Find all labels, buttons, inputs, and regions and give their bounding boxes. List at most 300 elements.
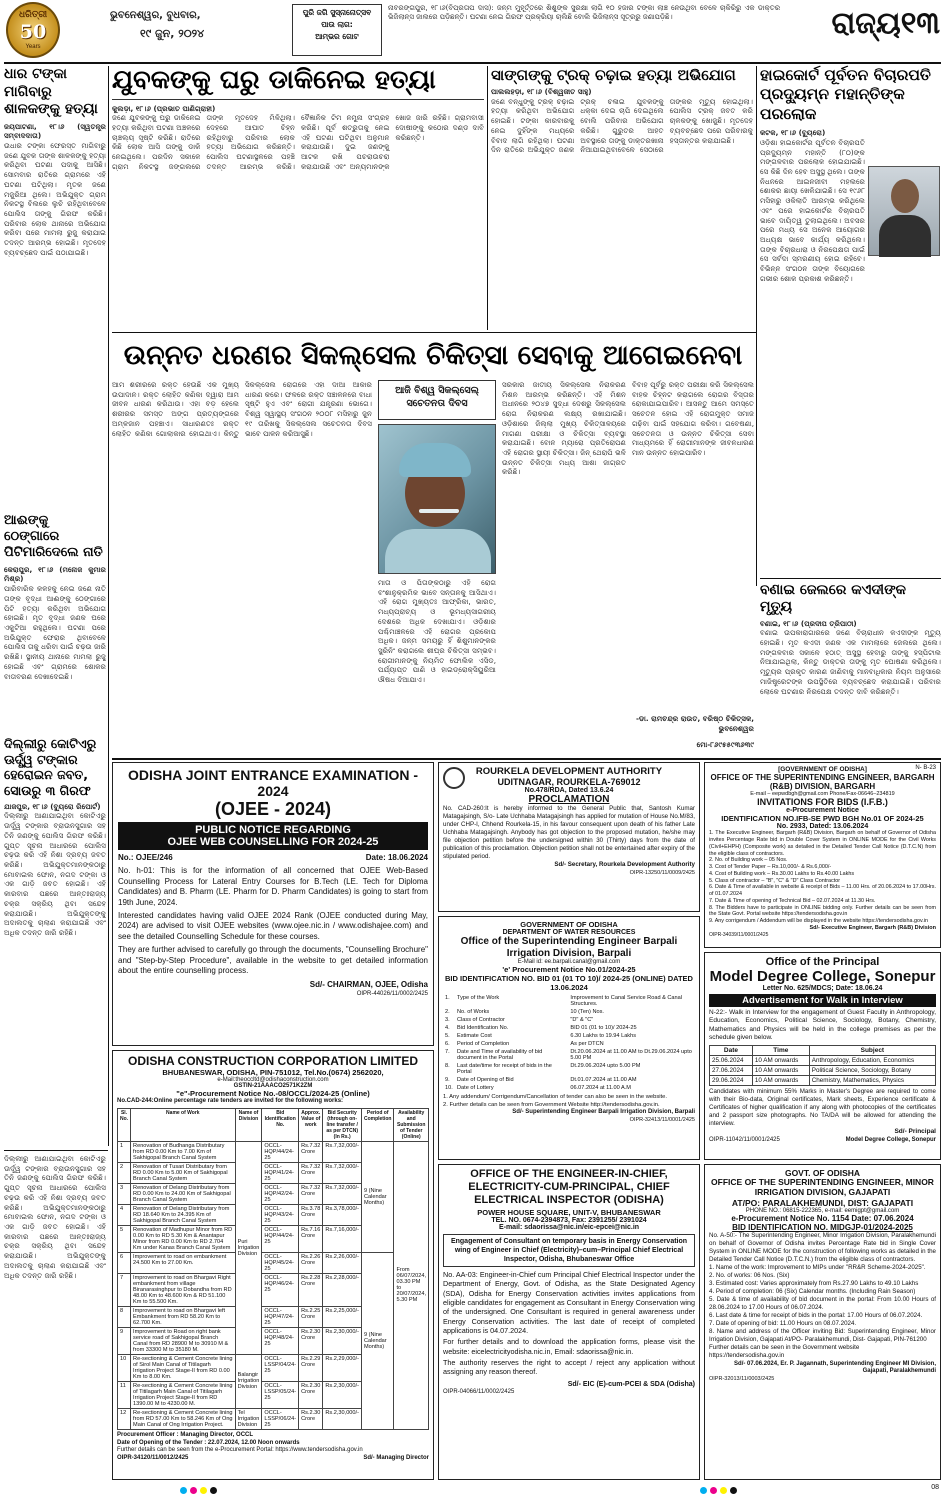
ad-body: Candidates with minimum 55% Marks in Master's Degree are required to come with their Bio-data, Original certificates, Mark sheets, Experience certificate & Certificates of higher qualification if any along with photocopies of the certificates and 2 passport size photographs. No TA/DA will be allowed for attending the interview. xyxy=(709,1087,936,1127)
table-cell: 9 xyxy=(118,1327,131,1354)
table-cell: 3. xyxy=(445,1017,450,1023)
section-rule xyxy=(4,1150,108,1151)
story-dateline: କୁଲଡ଼ା, ୧୮।୬ (ପ୍ରଭାତ ପାଣିଗ୍ରାହୀ) xyxy=(112,103,216,113)
table-header: Name of Division xyxy=(235,1108,262,1141)
story-dateline: ଜୟପାଟଣା, ୧୮।୬ (ସ୍ୱତନ୍ତ୍ର ସମ୍ବାଦଦାତା) xyxy=(4,121,106,141)
table-cell: 11 xyxy=(118,1381,131,1408)
table-cell: Rs.7.32 Crore xyxy=(299,1162,323,1183)
table-cell: Rs.7,32,000/- xyxy=(323,1162,362,1183)
ad-office: Office of the Principal xyxy=(765,956,880,968)
table-cell: Renovation of Tusari Distributary from RD 0.00 Km to 5.00 Km of Sakhigopal Branch Canal System xyxy=(131,1162,236,1183)
page-title-label: ରାଜ୍ୟ xyxy=(831,6,901,41)
story-body: ବଣାଇ ଉପକାରାଗାରରେ ଜଣେ ବିଚାରାଧୀନ କଏଦୀଙ୍କ ମୃତ୍ୟୁ ହୋଇଛି। ମୃତ କଏଦୀ ଜଣକ ଏକ ମାମଲାରେ ଜେଲରେ ଥିଲେ। ମଙ୍ଗଳବାର ସକାଳେ ହଠାତ୍ ଅସୁସ୍ଥ ହେବାରୁ ତାଙ୍କୁ ହସ୍ପିଟାଲ ନିଆଯାଇଥିଲା, କିନ୍ତୁ ଡାକ୍ତର ତାଙ୍କୁ ମୃତ ଘୋଷଣା କରିଥିଲେ। ମୃତ୍ୟୁର ପ୍ରକୃତ କାରଣ ଜାଣିବାକୁ ମାନବାଧିକାର ନିୟମ ଅନୁସାରେ ମାଜିଷ୍ଟ୍ରେଟଙ୍କ ଉପସ୍ଥିତିରେ ବ୍ୟବଚ୍ଛେଦ କରାଯାଇଛି। ପରିବାର ଲୋକେ ଘଟଣାର ନିରପେକ୍ଷ ତଦନ୍ତ ଦାବି କରିଛନ୍ତି। xyxy=(760,628,941,696)
story-headline: ବଣାଇ ଜେଲରେ କଏଦୀଙ୍କ ମୃତ୍ୟୁ xyxy=(760,582,907,615)
story-body: ଦିଲ୍ଲୀରୁ ଆଣାଯାଇଥିବା କୋଟିଏରୁ ଊର୍ଦ୍ଧ୍ୱ ଟଙ୍କାର ବ୍ରାଉନସୁଗାର ସହ ତିନି ଜଣଙ୍କୁ ପୋଲିସ ଗିରଫ କରିଛି। ଗୁପ୍ତ ସୂଚନା ଆଧାରରେ ପୋଲିସ ଚଢ଼ଉ କରି ଏହି ନିଶା ଦ୍ରବ୍ୟ ଜବତ କରିଛି। ଅଭିଯୁକ୍ତମାନଙ୍କଠାରୁ ମୋବାଇଲ ଫୋନ, ନଗଦ ଟଙ୍କା ଓ ଏକ ଗାଡ଼ି ଜବତ ହୋଇଛି। ଏହି କାରବାର ପଛରେ ଆନ୍ତଃରାଜ୍ୟ ଚକ୍ର ସକ୍ରିୟ ଥିବା ସନ୍ଦେହ କରାଯାଉଛି। ଅଭିଯୁକ୍ତଙ୍କୁ ଅଦାଲତକୁ ଚାଲାଣ କରାଯାଇଛି ଏବଂ ଅଧିକ ତଦନ୍ତ ଜାରି ରହିଛି। xyxy=(4,811,106,937)
table-cell: 10. xyxy=(445,1085,453,1091)
story-body: ଓଡ଼ିଶା ହାଇକୋର୍ଟର ପୂର୍ବତନ ବିଚାରପତି ପ୍ରଦ୍ୟୁମ୍ନ ମହାନ୍ତି (୮୦)ଙ୍କ ମଙ୍ଗଳବାର ପରଲୋକ ହୋଇଯାଇଛି। ସେ କିଛି ଦିନ ହେବ ଅସୁସ୍ଥ ଥିଲେ। ତାଙ୍କ ନିଧନରେ ଆଇନଜୀବୀ ମହଲରେ ଶୋକର ଛାୟା ଖେଳିଯାଇଛି। ସେ ୧୯୬୮ ମସିହାରୁ ଓକିଲାତି ଆରମ୍ଭ କରିଥିଲେ ଏବଂ ପରେ ହାଇକୋର୍ଟର ବିଚାରପତି ଭାବେ ଦାୟିତ୍ୱ ତୁଲାଇଥିଲେ। ଅବସର ପରେ ମଧ୍ୟ ସେ ଅନେକ ଆୟୋଗର ଅଧ୍ୟକ୍ଷ ଭାବେ କାର୍ଯ୍ୟ କରିଥିଲେ। ତାଙ୍କ ବିଚାରଧାରା ଓ ନିରପେକ୍ଷତା ପାଇଁ ସେ ସର୍ବଦା ସ୍ମରଣୀୟ ହୋଇ ରହିବେ। ବିଭିନ୍ନ ସଂଗଠନ ତାଙ୍କ ବିୟୋଗରେ ଗଭୀର ଶୋକ ପ୍ରକାଶ କରିଛନ୍ତି। xyxy=(760,137,865,283)
ad-oipr: OIPR-13250/11/0009/2425 xyxy=(629,869,695,876)
ad-address: BHUBANESWAR, ODISHA, PIN-751012, Tel.No.(0674) 2562020, xyxy=(162,1068,384,1077)
column-divider xyxy=(487,66,488,330)
ad-office: OFFICE OF THE SUPERINTENDING ENGINEER, MINOR IRRIGATION DIVISION, GAJAPATI xyxy=(711,1177,934,1197)
ad-footnote: Further details can be seen from the e-Procurement Portal: https://www.tendersodisha.gov.in xyxy=(117,1447,363,1454)
table-cell: OCCL-HQP/44/24-25 xyxy=(262,1141,299,1162)
ad-rda xyxy=(438,762,700,912)
table-cell: Date of Opening of Bid xyxy=(457,1077,514,1083)
ad-signature: Sd/- CHAIRMAN, OJEE, Odisha xyxy=(309,980,428,990)
ad-table xyxy=(117,1108,429,1430)
table-cell: Rs.2,25,000/- xyxy=(323,1306,362,1327)
ad-bid: BID IDENTIFICATION NO. MIDGJP-01/2024-2025 xyxy=(732,1222,913,1232)
table-row xyxy=(443,1062,695,1076)
dateline-date: ୧୯ ଜୁନ, ୨୦୨୪ xyxy=(140,27,205,40)
ad-gajapati xyxy=(704,1164,941,1480)
ad-footnote: 1. Any addendum/ Corrigendum/Cancellation of tender can also be seen in the website. 2. Further details can be seen from Government Website http://tendersodisha.gov.in. xyxy=(443,1094,667,1108)
story-headline: ସାଙ୍ଗଙ୍କୁ ଟ୍ରକ୍ ଚଢ଼ାଇ ହତ୍ୟା ଅଭିଯୋଗ xyxy=(491,66,736,84)
reg-dot-black xyxy=(210,1487,217,1494)
table-cell: 4. xyxy=(445,1025,450,1031)
table-cell: 27.06.2024 xyxy=(710,1065,753,1075)
ad-dept: DEPARTMENT OF WATER RESOURCES xyxy=(502,929,636,936)
list-item: 5. Date & time of availability of bid document in the portal: From 10.00 Hours of 28.06.2024 to 17.00 Hours of 06.07.2024. xyxy=(709,1296,936,1312)
list-item: 1. Name of the work: Improvement to MIPs under "RR&R Scheme-2024-2025". xyxy=(709,1263,926,1271)
list-item: 2. No. of Building work – 05 Nos. xyxy=(709,857,788,864)
list-item: 8. Name and address of the Officer inviting Bid: Superintending Engineer, Minor Irrigation Division, Gajapati At/PO- Paralakhemundi, Dist- Gajapati, PIN-761200 xyxy=(709,1328,936,1344)
ad-heading: PROCLAMATION xyxy=(528,794,610,805)
table-row xyxy=(443,1048,695,1062)
ad-items xyxy=(709,1264,936,1345)
table-cell: Renovation of Delang Distributary from RD 18.640 Km to 24.395 Km of Sakhigopal Branch Canal System xyxy=(131,1204,236,1225)
logo-badge xyxy=(6,2,60,58)
ad-email: e-Mail:theoccltd@odishaconstruction.com xyxy=(217,1077,329,1083)
ad-gov: [GOVERNMENT OF ODISHA] xyxy=(778,766,867,773)
ad-oipr: OIPR-34120/11/0012/2425 xyxy=(117,1455,189,1462)
ad-bid: IDENTIFICATION NO.IFB-SE PWD BGH No.01 OF 2024-25 xyxy=(721,814,924,824)
table-cell: Rs.2.28 Crore xyxy=(299,1273,323,1306)
story-dateline: ପାଲଲହଡ଼ା, ୧୮।୬ (ବିଶ୍ୱଜୀତ ସାହୁ) xyxy=(491,87,592,96)
table-row xyxy=(443,1076,695,1084)
table-cell: OCCL-LSSP/06/24-25 xyxy=(262,1408,299,1429)
story-dateline: ବଣାଇ, ୧୮।୬ (ପ୍ରଦୀପ ତ୍ରିପାଠୀ) xyxy=(760,618,857,628)
table-cell: 12 xyxy=(118,1408,131,1429)
ad-intro: No.CAD-244:Online percentage rate tenders are invited for the following works: xyxy=(117,1098,344,1104)
story-dateline: ଯାଜପୁର, ୧୮।୬ (ବ୍ୟୁରୋ ରିପୋର୍ଟ) xyxy=(4,801,101,811)
ad-oipr: OIPR-32013/11/0003/2425 xyxy=(709,1376,775,1383)
ad-heading: Engagement of Consultant on temporary basis in Energy Conservation wing of Engineer in Chief (Electricity)–cum–Principal Chief Electrical Inspector, Odisha, Bhubaneswar Office xyxy=(443,1234,695,1267)
table-cell: 6. xyxy=(445,1041,450,1047)
table-cell: 10 AM onwards xyxy=(752,1065,809,1075)
ad-ref: No.478/RDA, Dated 13.6.24 xyxy=(524,787,614,794)
ad-ojee xyxy=(112,762,434,1046)
badge-line-1: ଆଜି ବିଶ୍ୱ ସିକଲ୍‌ସେଲ୍ xyxy=(395,385,479,396)
left-column xyxy=(4,66,106,1116)
table-cell: Rs.2,30,000/- xyxy=(323,1381,362,1408)
ad-tel: TEL. NO. 0674-2394873, Fax: 2391255/ 2391024 xyxy=(491,1216,647,1224)
ad-signature: Sd/- Secretary, Rourkela Development Authority xyxy=(554,861,695,869)
table-cell: BID 01 (01 to 10)/ 2024-25 xyxy=(570,1025,637,1031)
table-cell: Improvement to road on Bhargavi left Embankment from RD 58.20 Km to 62.700 Km. xyxy=(131,1306,236,1327)
table-cell: Dt.20.06.2024 at 11.00 AM to Dt.29.06.2024 upto 5.00 PM xyxy=(570,1049,692,1061)
list-item: 2. No. of works: 06 Nos. (Six) xyxy=(709,1271,790,1279)
table-cell: Rs.7,16,000/- xyxy=(323,1225,362,1252)
table-cell: "D" & "C" xyxy=(570,1017,594,1023)
table-cell: 6.30 Lakhs to 19.94 Lakhs xyxy=(570,1033,637,1039)
table-cell: Re-sectioning & Cement Concrete lining of Titilagarh Main Canal of Titilagarh Irrigation Project Stage-II from RD 1390.00 M to 4230.00 M. xyxy=(131,1381,236,1408)
page-title xyxy=(790,6,940,56)
ad-subtitle: (OJEE - 2024) xyxy=(214,799,332,819)
ad-signature: Sd/- Executive Engineer, Bargarh (R&B) Division xyxy=(809,924,936,931)
ad-body: The authority reserves the right to accept / reject any application without assigning any reason thereof. xyxy=(443,1358,695,1377)
table-cell: OCCL-HQP/42/24-25 xyxy=(262,1183,299,1204)
ad-oipr: OIPR-34039/11/0001/2425 xyxy=(709,932,769,939)
table-cell: Political Science, Sociology, Botany xyxy=(809,1065,935,1075)
story-body: ଜଣେ ବନ୍ଧୁଙ୍କୁ ଟ୍ରକ୍ ଚଢ଼ାଇ ହତ୍ୟା କରିଥିବା ଅଭିଯୋଗ ହୋଇଛି। ଟଙ୍କା କାରବାରକୁ ନେଇ ଦୁହିଁଙ୍କ ମଧ୍ୟରେ ବିବାଦ ଲାଗି ରହିଥିଲା। ଘଟଣା ଦିନ ରାତିରେ ଅଭିଯୁକ୍ତ ଜଣକ ଟ୍ରକ୍ ଚଳାଇ ଯୁବକଙ୍କୁ ଧକ୍କା ଦେଇ ଚାପି ଦେଇଥିଲେ ବୋଲି ପରିବାର ଅଭିଯୋଗ କରିଛି। ଗୁରୁତର ଆହତ ଅବସ୍ଥାରେ ତାଙ୍କୁ ଡାକ୍ତରଖାନା ନିଆଯାଇଥିବାବେଳେ ସେଠାରେ ତାଙ୍କର ମୃତ୍ୟୁ ହୋଇଥିଲା। ପୋଲିସ ଟ୍ରକ୍ ଜବତ କରି ଚାଳକଙ୍କୁ ଖୋଜୁଛି। ମୃତଦେହ ବ୍ୟବଚ୍ଛେଦ ପରେ ପରିବାରକୁ ହସ୍ତାନ୍ତର କରାଯାଇଛି। xyxy=(491,96,753,155)
ad-oipr-row xyxy=(117,1455,429,1463)
list-item: 4. Period of completion: 06 (Six) Calendar months. (Including Rain Season) xyxy=(709,1287,916,1295)
feature-body-d: ବିବାହ ପୂର୍ବରୁ ରକ୍ତ ପରୀକ୍ଷା କରି ସିକଲ୍‌ସେଲ ବାହକ ଚିହ୍ନଟ କରାଗଲେ ରୋଗର ବିସ୍ତାର ରୋକାଯାଇପାରିବ। ଆସନ୍ତୁ ଆମେ ସମସ୍ତେ ସଚେତନ ହୋଇ ଏହି ରୋଗମୁକ୍ତ ସମାଜ ଗଢ଼ିବା ପାଇଁ ସହଯୋଗ କରିବା। ଗବେଷଣା, ସଚେତନତା ଓ ଉନ୍ନତ ଚିକିତ୍ସା ସେବା ମାଧ୍ୟମରେ ହିଁ ରୋଗୀମାନଙ୍କ ଜୀବନଧାରଣ ମାନ ଉନ୍ନତ ହୋଇପାରିବ। xyxy=(632,380,754,458)
ad-bid: BID IDENTIFICATION NO. BID 01 (01 TO 10)/ 2024-25 (ONLINE) DATED 13.06.2024 xyxy=(445,974,693,992)
ad-ref: No. 2933, Dated: 13.06.2024 xyxy=(776,823,869,831)
table-cell: Date and Time of availability of bid document in the Portal xyxy=(457,1049,543,1061)
table-cell: Puri Irrigation Division xyxy=(235,1141,262,1354)
ad-title: ROURKELA DEVELOPMENT AUTHORITY xyxy=(475,766,663,777)
list-item: 3. Estimated cost: Varies approximately from Rs.27.90 Lakhs to 49.10 Lakhs xyxy=(709,1279,919,1287)
promo-line-3: ଆମ୍ଭର ଗୋଟ xyxy=(315,32,359,41)
list-item: 8. The Bidders have to participate in ONLINE bidding only. Further details can be seen from the State Govt. Portal website https://tendersodisha.gov.in xyxy=(709,904,936,918)
dateline-place: ଭୁବନେଶ୍ୱର, ବୁଧବାର, xyxy=(110,10,201,21)
table-cell: 10 xyxy=(118,1354,131,1381)
table-cell: Rs.7.32 Crore xyxy=(299,1141,323,1162)
table-row xyxy=(118,1141,429,1162)
table-cell: 10 (Ten) Nos. xyxy=(570,1009,604,1015)
reg-dot-yellow xyxy=(200,1487,207,1494)
ad-signature: Sd/- Managing Director xyxy=(363,1455,429,1462)
table-cell: 7 xyxy=(118,1273,131,1306)
ad-oipr: OIPR-11042/11/0001/2425 xyxy=(709,1136,780,1143)
table-cell: 9. xyxy=(445,1077,450,1083)
ad-notice-band xyxy=(118,822,428,850)
ad-table xyxy=(709,1045,936,1086)
reg-dot-cyan xyxy=(700,1487,707,1494)
table-cell: Tel Irrigation Division xyxy=(235,1408,262,1429)
table-cell: Re-sectioning & Cement Concrete lining from RD 57.00 Km to 58.246 Km of Ong Main Canal of Ong Irrigation Project. xyxy=(131,1408,236,1429)
table-cell: 8 xyxy=(118,1306,131,1327)
feature-photo xyxy=(378,424,496,574)
table-cell: Class of Contractor xyxy=(457,1017,505,1023)
table-cell: 9 (Nine Calendar Months) xyxy=(361,1141,394,1252)
table-cell: OCCL-LSSP/04/24-25 xyxy=(262,1354,299,1381)
story-dateline: କେରାପୁର, ୧୮।୬ (ମନୋଜ କୁମାର ମିଶ୍ର) xyxy=(4,564,106,584)
table-cell: From 06/07/2024, 03.30 PM to 20/07/2024, 5.30 PM xyxy=(394,1141,429,1429)
table-cell: Last date/time for receipt of bids in the Portal xyxy=(457,1063,552,1075)
feature-body-a: ଆମ ଶରୀରରେ ରକ୍ତ ହେଉଛି ଏକ ମୁଖ୍ୟ ଉପାଦାନ। ରକ୍ତ ଲୋହିତ କଣିକା ଦ୍ୱାରା ଆମ ଜୀବନ ଧାରଣ କରିଥାଉ। ଏହା ବଡ଼ ହେଲେ ଶରୀରର ସମସ୍ତ ଅଙ୍ଗ ପ୍ରତ୍ୟଙ୍ଗରେ ଅମ୍ଳଜାନ ପହଞ୍ଚାଏ। ସାଧାରଣତଃ ରକ୍ତ ଲୋହିତ କଣିକା ଗୋଲାକାର ହୋଇଥାଏ। କିନ୍ତୁ ସିକଲ୍‌ସେଲ ରୋଗରେ ଏହା ଦାଆ ଆକାର ଧାରଣ କରେ। ଫଳରେ ରକ୍ତ ସଞ୍ଚାଳନରେ ବାଧା ସୃଷ୍ଟି ହୁଏ ଏବଂ ରୋଗୀ ଯନ୍ତ୍ରଣା ଭୋଗେ। ବିଶ୍ୱ ସ୍ୱାସ୍ଥ୍ୟ ସଂଗଠନ ୨୦୦୮ ମସିହାରୁ ଜୁନ ୧୯ ତାରିଖକୁ ସିକଲ୍‌ସେଲ ସଚେତନତା ଦିବସ ଭାବେ ପାଳନ କରିଆସୁଛି। xyxy=(112,380,372,438)
table-cell: 5 xyxy=(118,1225,131,1252)
justice-portrait xyxy=(868,166,940,256)
ad-notice: 'e' Procurement Notice No.01/2024-25 xyxy=(502,965,636,974)
table-row xyxy=(443,1008,695,1016)
reg-dot-black xyxy=(730,1487,737,1494)
table-cell: 5. xyxy=(445,1033,450,1039)
ad-ref-row xyxy=(118,853,428,863)
table-cell: Dt.29.06.2024 upto 5.00 PM xyxy=(570,1063,641,1069)
table-cell: Rs.3.78 Crore xyxy=(299,1204,323,1225)
ad-office: OFFICE OF THE ENGINEER-IN-CHIEF, ELECTRICITY-CUM-PRINCIPAL, CHIEF ELECTRICAL INSPECTOR (ODISHA) xyxy=(468,1168,670,1207)
table-cell: Rs.2.29 Crore xyxy=(299,1354,323,1381)
list-item: 7. Date & Time of opening of Technical Bid – 02.07.2024 at 11.30 Hrs. xyxy=(709,897,876,904)
section-rule xyxy=(112,332,756,333)
table-cell: Rs.2.25 Crore xyxy=(299,1306,323,1327)
table-header: Time xyxy=(752,1045,809,1055)
reg-dot-cyan xyxy=(180,1487,187,1494)
table-cell: As per DTCN xyxy=(570,1041,604,1047)
feature-badge xyxy=(378,380,496,420)
ad-notice: "e"-Procurement Notice No.-08/OCCL/2024-25 (Online) xyxy=(176,1089,370,1098)
ad-signature-2: Model Degree College, Sonepur xyxy=(845,1136,936,1143)
table-cell: 10 AM onwards xyxy=(752,1055,809,1065)
table-cell: Improvement to Road on right bank service road of Sakhigopal Branch Canal from RD 28900 M to 30910 M & from 33300 M to 35180 M. xyxy=(131,1327,236,1354)
table-cell: 1. xyxy=(445,995,450,1001)
logo-years-label: Years xyxy=(25,44,41,50)
table-cell: OCCL-HQP/41/24-25 xyxy=(262,1162,299,1183)
ad-para: They are further advised to carefully go through the documents, "Counselling Brochure" and "Step-by-Step Procedure", available in the website to get detailed information about the entire counselling process. xyxy=(118,945,428,975)
ad-address: AT/PO: PARALAKHEMUNDI, DIST: GAJAPATI xyxy=(731,1197,914,1208)
table-cell: Anthropology, Education, Economics xyxy=(809,1055,935,1065)
ad-notice-line-2: OJEE WEB COUNSELLING FOR 2024-25 xyxy=(167,836,379,848)
ad-gov: GOVT. OF ODISHA xyxy=(784,1168,861,1178)
ad-office: OFFICE OF THE SUPERINTENDING ENGINEER, BARGARH (R&B) DIVISION, BARGARH xyxy=(710,773,935,792)
logo-wordmark: ଧରିତ୍ରୀ xyxy=(18,10,48,20)
table-cell: Renovation of Madhupur Minor from RD 0.00 Km to RD 5.30 Km & Anantapur Minor from RD 0.00 Km to RD 2.704 Km under Kanas Branch Canal System xyxy=(131,1225,236,1252)
ad-signature: Sd/- Superintending Engineer Barpali Irrigation Division, Barpali xyxy=(512,1109,695,1116)
table-cell: 4 xyxy=(118,1204,131,1225)
table-cell: 9 (Nine Calendar Months) xyxy=(361,1252,394,1429)
table-header: Bid Identification No. xyxy=(262,1108,299,1141)
ad-sub: e-Procurement Notice xyxy=(786,807,859,815)
table-header: Bid Security (through on-line transfer / as per DTCN) (In Rs.) xyxy=(323,1108,362,1141)
story-headline: ଯୁବକଙ୍କୁ ଘରୁ ଡାକିନେଇ ହତ୍ୟା xyxy=(112,66,484,100)
table-cell: Bid Identification No. xyxy=(457,1025,509,1031)
ad-oipr: OIPR-44026/11/0002/2425 xyxy=(356,990,428,997)
table-cell: Improvement to road on Bhargavi Right embankment from village Biranarasinghpur to Dobandha from RD 48.00 Km to 48.600 Km & RD 51.100 Km to 55.500 Km. xyxy=(131,1273,236,1306)
table-row xyxy=(443,1016,695,1024)
list-item: 6. Last date & time for receipt of bids in the portal: 17.00 Hours of 06.07.2024. xyxy=(709,1312,923,1320)
table-cell: 06.07.2024 at 11.00 A.M xyxy=(570,1085,631,1091)
table-cell: 2. xyxy=(445,1009,450,1015)
table-cell: Improvement to road on embankment 24.500 Km to 27.00 Km. xyxy=(131,1252,236,1273)
table-cell: No. of Works xyxy=(457,1009,490,1015)
table-cell: Renovation of Delang Distributary from RD 0.00 Km to 24.00 Km of Sakhigopal Branch Canal System xyxy=(131,1183,236,1204)
ad-code: N- B-23 xyxy=(915,765,936,771)
ad-body: No. CAD-260:It is hereby informed to the General Public that, Santosh Kumar Matagajsingh, S/o- Late Uchhaba Matagajsingh has applied for mutation of House No.M/83, under CHP-I, Chhend Rourkela-15, in his favour consequent upon death of his father Late Uchhaba Matagajsingh. Anybody has got objection to the proposed mutation, he/she may file objection petition before the undersigned within 30 (Thirty) days from the date of publication of this proclamation. Objection petition shall not be entertained after expiry of the stipulated period. xyxy=(443,805,695,861)
table-cell: Rs.2,26,000/- xyxy=(323,1252,362,1273)
portrait-body xyxy=(879,215,931,257)
table-header: Name of Work xyxy=(131,1108,236,1141)
list-item: 4. Cost of Building work – Rs.30.00 Lakhs to Rs.40.00 Lakhs xyxy=(709,870,855,877)
ad-signature: Sd/- EIC (E)-cum-PCEI & SDA (Odisha) xyxy=(567,1380,695,1388)
list-item: 1. The Executive Engineer, Bargarh (R&B) Division, Bargarh on behalf of Governor of Odisha invites Percentage Rate bid in Double Cover System in ONLINE MODE for the Civil Works (Civil+EHPH) (Composite work) as detailed in the Detailed Tender Call Notice (D.T.C.N) from the eligible class of contractors. xyxy=(709,830,936,857)
photo-gown xyxy=(385,529,491,574)
table-header: Date xyxy=(710,1045,753,1055)
ad-eic xyxy=(438,1164,700,1480)
table-cell: OCCL-HQP/46/24-25 xyxy=(262,1273,299,1306)
ad-heading: INVITATIONS FOR BIDS (I.F.B.) xyxy=(757,797,888,808)
section-rule xyxy=(760,578,941,579)
table-cell: Renovation of Budhanga Distributary from RD 0.00 Km to 7.00 Km of Sakhigopal Branch Canal System xyxy=(131,1141,236,1162)
story-headline: ଆଈଙ୍କୁ ଠେଙ୍ଗାରେ ପିଟିମାରିଦେଲେ ନାତି xyxy=(4,512,103,561)
ad-phone: PHONE NO.: 06815-222365, e-mail: eemigpt@gmail.com xyxy=(745,1207,900,1214)
table-cell: OCCL-HQP/44/24-25 xyxy=(262,1225,299,1252)
ad-intro: No. A-50:- The Superintending Engineer, Minor Irrigation Division, Paralakhemundi on behalf of Governor of Odisha invites Percentage Rate bid in Single Cover System in ONLINE MODE for the construction of following works as detailed in the Detailed Tender Call Notice (D.T.C.N.) from the eligible class of contractors. xyxy=(709,1231,936,1263)
ad-body: For further details and to download the application forms, please visit the website: eicelectricityodisha.nic.in, Email: sdaorissa@nic.in. xyxy=(443,1337,695,1356)
section-rule xyxy=(112,758,941,760)
ad-footnote: Date of Opening of the Tender : 22.07.2024, 12.00 Noon onwards xyxy=(117,1439,300,1446)
feature-body-c: ସରକାର ଜାତୀୟ ସିକଲ୍‌ସେଲ ନିରାକରଣ ମିଶନ ଆରମ୍ଭ କରିଛନ୍ତି। ଏହି ମିଶନ ଅଧୀନରେ ୨୦୪୭ ସୁଦ୍ଧା ଦେଶରୁ ସିକଲ୍‌ସେଲ ରୋଗ ନିରାକରଣ ଲକ୍ଷ୍ୟ ରଖାଯାଇଛି। ଓଡ଼ିଶାରେ ଜିଲ୍ଲା ମୁଖ୍ୟ ଚିକିତ୍ସାଳୟରେ ମାଗଣା ପରୀକ୍ଷା ଓ ଚିକିତ୍ସା ବ୍ୟବସ୍ଥା କରାଯାଇଛି। ବୋନ ମ୍ୟାରୋ ପ୍ରତିରୋପଣ ଏହି ରୋଗର ସ୍ଥାୟୀ ଚିକିତ୍ସା। ଜିନ୍ ଥେରାପି ଭଳି ଉନ୍ନତ ଚିକିତ୍ସା ମଧ୍ୟ ଆଶା ଜାଗ୍ରତ କରିଛି। xyxy=(502,380,626,477)
feature-byline: -ଡା. ରାମଚନ୍ଦ୍ର ରାଉତ, ବରିଷ୍ଠ ଚିକିତ୍ସକ, ଭୁବନେଶ୍ୱର xyxy=(635,714,754,733)
table-row xyxy=(710,1075,936,1085)
page-code: 08 xyxy=(931,1484,939,1491)
ad-body: No. AA-03: Engineer-in-Chief cum Principal Chief Electrical Inspector under the Department of Energy, Govt. of Odisha, as the State Designated Agency (SDA), Odisha for Energy Conservation activities invites applications from eligible candidates for engagement as Consultant in Energy Conservation wing of the undersigned. One Consultant is required in general awareness under Energy Conservation activities. The last date of receipt of completed applications is 04.07.2024. xyxy=(443,1269,695,1335)
ad-para: No. h-01: This is for the information of all concerned that OJEE Web-Based Counselling Process for Lateral Entry Courses for B.Tech (LE. Tech for Diploma Candidates) and B. Pharm (LE. Pharm for D. Pharm Candidates) is going to start from 19th June, 2024. xyxy=(118,866,428,907)
table-cell: 6 xyxy=(118,1252,131,1273)
badge-line-2: ସଚେତନତା ଦିବସ xyxy=(406,398,468,409)
table-row xyxy=(443,1024,695,1032)
table-header: Availability and Submission of Tender (Online) xyxy=(394,1108,429,1141)
table-cell: OCCL-HQP/47/24-25 xyxy=(262,1306,299,1327)
story-youth xyxy=(112,66,484,330)
ad-signature: Sd/- Principal xyxy=(894,1128,936,1136)
ad-oipr-row xyxy=(709,1137,936,1145)
table-cell: Type of the Work xyxy=(457,995,500,1001)
story-headline: ଦିଲ୍ଲୀରୁ କୋଟିଏରୁ ଊର୍ଦ୍ଧ୍ୱ ଟଙ୍କାର ହେରୋଇନ ଜବତ, ସୋଉରୁ ୩ ଗିରଫ xyxy=(4,736,97,798)
list-item: 7. Date of opening of bid: 11.00 Hours on 08.07.2024. xyxy=(709,1320,857,1328)
ad-items xyxy=(709,830,936,925)
table-cell: Rs.2.30 Crore xyxy=(299,1408,323,1429)
ad-table xyxy=(443,994,695,1092)
ad-address: UDITNAGAR, ROURKELA-769012 xyxy=(497,777,641,787)
table-cell: Rs.3,78,000/- xyxy=(323,1204,362,1225)
story-body: ଜଣେ ଯୁବକଙ୍କୁ ଘରୁ ଡାକିନେଇ ହତ୍ୟା କରିଥିବା ଘଟଣା ଅଞ୍ଚଳରେ ଚାଞ୍ଚଲ୍ୟ ସୃଷ୍ଟି କରିଛି। ରାତିରେ କିଛି ଲୋକ ଆସି ତାଙ୍କୁ ଡାକି ନେଇଥିଲେ। ପରଦିନ ସକାଳେ ଗ୍ରାମ ନିକଟସ୍ଥ ଜଙ୍ଗଲରେ ତାଙ୍କ ମୃତଦେହ ମିଳିଥିଲା। ଦେହରେ ଆଘାତ ଚିହ୍ନ ରହିଥିବାରୁ ପରିବାର ଲୋକ ହତ୍ୟା ଅଭିଯୋଗ କରିଛନ୍ତି। ପୋଲିସ ଘଟଣାସ୍ଥଳରେ ପହଞ୍ଚି ତଦନ୍ତ ଆରମ୍ଭ କରିଛି। ବୈଜ୍ଞାନିକ ଟିମ ନମୁନା ସଂଗ୍ରହ କରିଛି। ପୂର୍ବ ଶତ୍ରୁତାକୁ ନେଇ ଏହି ଘଟଣା ଘଟିଥିବା ଅନୁମାନ କରାଯାଉଛି। ଦୁଇ ଜଣଙ୍କୁ ଆଟକ ରଖି ପଚରାଉଚରା କରାଯାଉଛି ଏବଂ ଅନ୍ୟମାନଙ୍କ ଖୋଜ ଜାରି ରହିଛି। ଗ୍ରାମବାସୀ ଦୋଷୀଙ୍କୁ କଠୋର ଦଣ୍ଡ ଦାବି କରିଛନ୍ତି। xyxy=(112,113,484,171)
table-cell: Rs.7,32,000/- xyxy=(323,1183,362,1204)
table-header-row xyxy=(118,1108,429,1141)
list-item: 9. Any corrigendum / Addendum will be displayed in the website https://tendersodisha.gov.in xyxy=(709,918,928,925)
ad-barpali xyxy=(438,916,700,1160)
feature-body-b: ମାତା ଓ ପିତାଙ୍କଠାରୁ ଏହି ରୋଗ ବଂଶାନୁକ୍ରମିକ ଭାବେ ସନ୍ତାନକୁ ଆସିଥାଏ। ଏହି ରୋଗ ମୁଖ୍ୟତଃ ଆଫ୍ରିକା, ଭାରତ, ମଧ୍ୟପ୍ରାଚ୍ୟ ଓ ଭୂମଧ୍ୟସାଗରୀୟ ଦେଶରେ ଅଧିକ ଦେଖାଯାଏ। ଓଡ଼ିଶାର ପଶ୍ଚିମାଞ୍ଚଳରେ ଏହି ରୋଗର ପ୍ରକୋପ ଅଧିକ। ଜନ୍ମ ସମୟରୁ ହିଁ ଶିଶୁମାନଙ୍କର ସ୍କ୍ରିନିଂ କରାଗଲେ ଶୀଘ୍ର ଚିକିତ୍ସା ସମ୍ଭବ। ରୋଗୀମାନଙ୍କୁ ନିୟମିତ ଫୋଲିକ ଏସିଡ, ପର୍ଯ୍ୟାପ୍ତ ପାଣି ଓ ହାଇଡ୍ରୋକ୍ସିୟୁରିଆ ଔଷଧ ଦିଆଯାଏ। xyxy=(378,578,496,685)
reg-dot-magenta xyxy=(190,1487,197,1494)
table-header: Approx. Value of work xyxy=(299,1108,323,1141)
page-title-number: ୧୩ xyxy=(900,6,940,41)
promo-line-2: ପାଉ ଲାଗ: xyxy=(321,20,353,29)
photo-cap xyxy=(399,443,471,477)
story-body: ଉଧାର ଟଙ୍କା ଫେରସ୍ତ ମାଗିବାରୁ ଜଣେ ଯୁବକ ତାଙ୍କ ଶାଳକଙ୍କୁ ହତ୍ୟା କରିଥିବା ଘଟଣା ପଦାକୁ ଆସିଛି। ସୋମବାର ରାତିରେ ଗ୍ରାମରେ ଏହି ଘଟଣା ଘଟିଥିଲା। ମୃତକ ଜଣେ ମଜୁରିଆ ଥିଲେ। ଅଭିଯୁକ୍ତ ଗ୍ରାମ ନିକଟସ୍ଥ ବିଲରେ ଲୁଚି ରହିଥିବାବେଳେ ପୋଲିସ ତାଙ୍କୁ ଗିରଫ କରିଛି। ପରିବାର ଲୋକ ଥାନାରେ ଅଭିଯୋଗ କରିବା ପରେ ମାମଲା ରୁଜୁ କରାଯାଇ ତଦନ୍ତ ଆରମ୍ଭ ହୋଇଛି। ମୃତଦେହ ବ୍ୟବଚ୍ଛେଦ ପାଇଁ ପଠାଯାଇଛି। xyxy=(4,140,106,257)
ad-title: ODISHA CONSTRUCTION CORPORATION LIMITED xyxy=(128,1054,418,1068)
story-truck xyxy=(491,66,753,330)
table-cell: Period of Completion xyxy=(457,1041,510,1047)
promo-box[interactable] xyxy=(292,4,382,56)
ad-ref: No.: OJEE/246 xyxy=(118,853,173,862)
reg-dot-yellow xyxy=(720,1487,727,1494)
table-cell: OCCL-HQP/45/24-25 xyxy=(262,1252,299,1273)
reg-dot-magenta xyxy=(710,1487,717,1494)
ad-notice: e-Procurement Notice No. 1154 Date: 07.06.2024 xyxy=(731,1213,914,1223)
table-cell: 8. xyxy=(445,1063,450,1069)
table-cell: Dt.01.07.2024 at 11.00 AM xyxy=(570,1077,637,1083)
table-row xyxy=(443,1032,695,1040)
ad-gov: GOVERNMENT OF ODISHA xyxy=(520,920,618,929)
feature-sickle-cell xyxy=(112,336,754,756)
rda-logo xyxy=(443,767,465,789)
column-divider xyxy=(756,66,757,586)
ad-email: E-mail – eepwdbgh@gmail.com Phone/Fax-06646–234819 xyxy=(750,791,895,798)
photo-tube xyxy=(419,509,459,513)
flash-news: ନାବରଙ୍ଗପୁର, ୧୮।୬(ବିପ୍ରତାପ ଦାସ): ଜନ୍ମ ମୁହୂର୍ତ୍ତରେ ଶିଶୁଙ୍କ ସୁରକ୍ଷା ଲାଗି ୧୦ ହଜାର ଟଙ୍କା ଲାଞ୍ଚ ନେଉଥିବା ବେଳେ ଚାକିରିରୁ ଏକ ଡାକ୍ତର ଭିଜିଲାନ୍ସ ଜାଲରେ ପଡ଼ିଛନ୍ତି। ଘଟଣା ନେଇ ଗିରଫ ପ୍ରକ୍ରିୟା ଚାଲିଛି ବୋଲି ଭିଜିଲାନ୍ସ ସୂତ୍ରରୁ ଜଣାପଡ଼ିଛି। xyxy=(388,4,780,22)
table-cell: Rs.2,30,000/- xyxy=(323,1327,362,1354)
column-divider xyxy=(108,66,109,1146)
feature-headline: ଉନ୍ନତ ଧରଣର ସିକଲ୍‌ସେଲ ଚିକିତ୍ସା ସେବାକୁ ଆଗେଇନେବା xyxy=(123,340,743,371)
table-header: Period of Completion xyxy=(361,1108,394,1141)
ad-email: E-Mail id: ee.barpali.canal@gmail.com xyxy=(517,959,621,965)
story-justice xyxy=(760,66,941,576)
table-header: Sl. No. xyxy=(118,1108,131,1141)
table-cell: Rs.7.32 Crore xyxy=(299,1183,323,1204)
ad-title: ODISHA JOINT ENTRANCE EXAMINATION - 2024 xyxy=(127,767,419,799)
story-jail xyxy=(760,582,941,756)
ad-college: Model Degree College, Sonepur xyxy=(709,968,936,985)
table-header-row xyxy=(710,1045,936,1055)
ad-occl xyxy=(112,1050,434,1480)
table-row xyxy=(443,1040,695,1048)
ad-para: Interested candidates having valid OJEE 2024 Rank (OJEE conducted during May, 2024) are advised to visit OJEE websites (www.ojee.nic.in / www.odishajee.com) and see the detailed Counselling Schedule for these courses. xyxy=(118,910,428,941)
table-cell: 2 xyxy=(118,1162,131,1183)
portrait-head xyxy=(891,179,919,213)
ad-notice-line-1: PUBLIC NOTICE REGARDING xyxy=(195,824,351,836)
table-cell: Rs.2.30 Crore xyxy=(299,1381,323,1408)
table-cell: 1 xyxy=(118,1141,131,1162)
table-cell: 7. xyxy=(445,1049,450,1055)
list-item: 6. Date & Time of available in website & receipt of Bids – 11.00 Hrs. of 20.06.2024 to 17.00Hrs. of 01.07.2024 xyxy=(709,884,936,898)
promo-line-1: ପୁରି ଜଗି ସୁସ୍ନାନୋତ୍ସବ xyxy=(302,8,372,17)
ad-gst: GSTIN-21AAACO2571K2ZM xyxy=(233,1083,313,1089)
story-body: ପାରିବାରିକ କଳହକୁ ନେଇ ଜଣେ ନାତି ତାଙ୍କ ବୃଦ୍ଧା ଆଈଙ୍କୁ ଠେଙ୍ଗାରେ ପିଟି ହତ୍ୟା କରିଥିବା ଅଭିଯୋଗ ହୋଇଛି। ମୃତ ବୃଦ୍ଧା ଜଣକ ଘରେ ଏକୁଟିଆ ରହୁଥିଲେ। ଘଟଣା ପରେ ଅଭିଯୁକ୍ତ ଫେରାର ଥିବାବେଳେ ପୋଲିସ ତାକୁ ଧରିବା ପାଇଁ ଚଢ଼ଉ ଜାରି ରଖିଛି। ସ୍ଥାନୀୟ ଥାନାରେ ମାମଲା ରୁଜୁ ହୋଇଛି ଏବଂ ଗ୍ରାମରେ ଶୋକର ବାତାବରଣ ଦେଖାଦେଇଛି। xyxy=(4,584,106,681)
table-cell: Rs.2.30 Crore xyxy=(299,1327,323,1354)
masthead-rule xyxy=(4,62,941,64)
ad-footnote: Procurement Officer : Managing Director, OCCL xyxy=(117,1431,254,1438)
list-item: 3. Cost of Tender Paper – Rs.10,000/- & Rs.6,000/- xyxy=(709,864,832,871)
ad-oipr: OIPR-04066/11/0002/2425 xyxy=(443,1388,515,1395)
table-row xyxy=(710,1055,936,1065)
table-cell: Balangir Irrigation Division xyxy=(235,1354,262,1408)
color-registration-marks xyxy=(0,1484,945,1497)
table-cell: 10 AM onwards xyxy=(752,1075,809,1085)
ad-office: Office of the Superintending Engineer Barpali Irrigation Division, Barpali xyxy=(460,936,678,959)
feature-phone: ମୋ-୮୬୯୫୫୯୩୬୩୯ xyxy=(696,740,754,749)
left-column-continuation: ଦିଲ୍ଲୀରୁ ଆଣାଯାଇଥିବା କୋଟିଏରୁ ଊର୍ଦ୍ଧ୍ୱ ଟଙ୍କାର ବ୍ରାଉନସୁଗାର ସହ ତିନି ଜଣଙ୍କୁ ପୋଲିସ ଗିରଫ କରିଛି। ଗୁପ୍ତ ସୂଚନା ଆଧାରରେ ପୋଲିସ ଚଢ଼ଉ କରି ଏହି ନିଶା ଦ୍ରବ୍ୟ ଜବତ କରିଛି। ଅଭିଯୁକ୍ତମାନଙ୍କଠାରୁ ମୋବାଇଲ ଫୋନ, ନଗଦ ଟଙ୍କା ଓ ଏକ ଗାଡ଼ି ଜବତ ହୋଇଛି। ଏହି କାରବାର ପଛରେ ଆନ୍ତଃରାଜ୍ୟ ଚକ୍ର ସକ୍ରିୟ ଥିବା ସନ୍ଦେହ କରାଯାଉଛି। ଅଭିଯୁକ୍ତଙ୍କୁ ଅଦାଲତକୁ ଚାଲାଣ କରାଯାଇଛି ଏବଂ ଅଧିକ ତଦନ୍ତ ଜାରି ରହିଛି। xyxy=(4,1154,106,1280)
table-cell: OCCL-HQP/43/24-25 xyxy=(262,1204,299,1225)
table-cell: Improvement to Canal Service Road & Canal Structures. xyxy=(570,995,683,1007)
ad-bargarh xyxy=(704,762,941,948)
table-cell: Estimate Cost xyxy=(457,1033,492,1039)
table-cell: Rs.2.26 Crore xyxy=(299,1252,323,1273)
table-cell: OCCL-LSSP/05/24-25 xyxy=(262,1381,299,1408)
ad-email: E-mail: sdaorissa@nic.in/eic-epcei@nic.in xyxy=(498,1223,640,1231)
table-cell: Rs.2,29,000/- xyxy=(323,1354,362,1381)
ad-signature: Sd/- 07.06.2024, Er. P. Jagannath, Superintending Engineer MI Division, Gajapati, Paralakhemundi xyxy=(734,1360,936,1375)
table-cell: Rs.7.16 Crore xyxy=(299,1225,323,1252)
story-headline: ହାଇକୋର୍ଟ ପୂର୍ବତନ ବିଚାରପତି ପ୍ରଦ୍ୟୁମ୍ନ ମହାନ୍ତିଙ୍କ ପରଲୋକ xyxy=(760,66,931,123)
masthead xyxy=(0,0,945,62)
ad-body: N-22:- Walk in Interview for the engagement of Guest Faculty in Anthropology, Education, Economics, Political Science, Sociology, Botany, Chemistry, Mathematics and Physics will be held in the college premises as per the schedule given below. xyxy=(709,1009,936,1042)
logo-years: 50 xyxy=(19,21,47,43)
table-header: Subject xyxy=(809,1045,935,1055)
table-cell: 25.06.2024 xyxy=(710,1055,753,1065)
